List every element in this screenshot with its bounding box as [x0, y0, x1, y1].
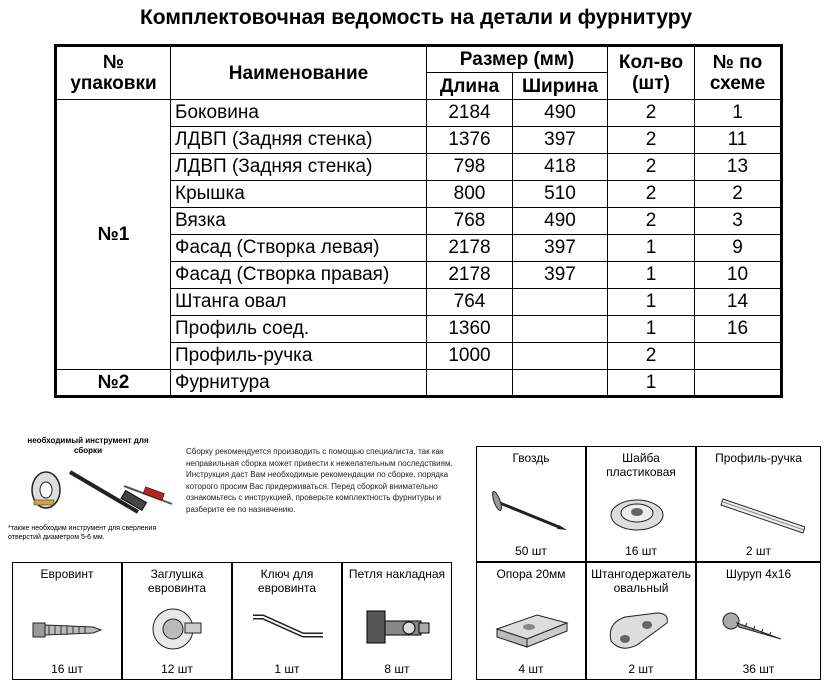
page-title: Комплектовочная ведомость на детали и фурнитуру: [139, 6, 693, 29]
part-scheme-no: [695, 343, 782, 370]
part-width: 418: [513, 154, 608, 181]
part-length: 1000: [427, 343, 513, 370]
hardware-qty: 16 шт: [625, 544, 657, 558]
part-width: 397: [513, 127, 608, 154]
header-package-no: № упаковки: [56, 46, 171, 100]
hardware-qty: 16 шт: [51, 662, 83, 676]
part-scheme-no: 14: [695, 289, 782, 316]
screw-cap-icon: [133, 601, 223, 655]
part-qty: 1: [608, 262, 695, 289]
header-qty: Кол-во (шт): [608, 46, 695, 100]
hardware-qty: 4 шт: [518, 662, 544, 676]
hinge-icon: [353, 601, 443, 655]
part-width: 490: [513, 100, 608, 127]
hardware-name: Ключ для евровинта: [257, 567, 317, 595]
part-width: 510: [513, 181, 608, 208]
part-qty: 2: [608, 181, 695, 208]
hardware-name: Евровинт: [40, 567, 94, 581]
part-qty: 1: [608, 370, 695, 397]
part-name: Фурнитура: [171, 370, 427, 397]
part-length: 2178: [427, 262, 513, 289]
part-width: [513, 370, 608, 397]
hardware-item: [122, 562, 232, 680]
hardware-item: [586, 446, 696, 562]
hardware-name: Шуруп 4х16: [725, 567, 792, 581]
part-qty: 2: [608, 208, 695, 235]
part-name: Фасад (Створка левая): [171, 235, 427, 262]
hardware-name: Профиль-ручка: [715, 451, 802, 465]
euroscrew-icon: [23, 601, 113, 655]
part-name: Штанга овал: [171, 289, 427, 316]
hardware-item: [342, 562, 452, 680]
part-width: 397: [513, 235, 608, 262]
tools-note: *также необходим инструмент для сверления отверстий диаметром 5-6 мм.: [8, 525, 157, 541]
part-name: ЛДВП (Задняя стенка): [171, 154, 427, 181]
header-scheme-no: № по схеме: [695, 46, 782, 100]
part-width: [513, 343, 608, 370]
part-length: 1360: [427, 316, 513, 343]
hardware-qty: 50 шт: [515, 544, 547, 558]
hardware-name: Шайба пластиковая: [606, 451, 676, 479]
hardware-name: Гвоздь: [512, 451, 550, 465]
assembly-advice: Сборку рекомендуется производить с помощью специалиста, так как неправильная сборка может привести к нежелательным последствиям. Инструкция даст Вам необходимые рекомендации по сборке, порядка которого просим Вас придерживаться. Перед сборкой внимательно ознакомьтесь с инструкцией, проверьте комплектность фурнитуры и разберите ее по назначению.: [186, 447, 453, 514]
plastic-washer-icon: [597, 487, 687, 541]
part-name: Профиль-ручка: [171, 343, 427, 370]
part-name: Профиль соед.: [171, 316, 427, 343]
part-scheme-no: 11: [695, 127, 782, 154]
hardware-qty: 2 шт: [745, 544, 772, 558]
hardware-qty: 8 шт: [384, 662, 410, 676]
part-scheme-no: [695, 370, 782, 397]
part-length: 2184: [427, 100, 513, 127]
hardware-name: Штангодержатель овальный: [591, 567, 691, 595]
required-tools: [8, 436, 178, 546]
part-scheme-no: 10: [695, 262, 782, 289]
hardware-qty: 2 шт: [628, 662, 654, 676]
hardware-item: [696, 446, 821, 562]
part-length: 764: [427, 289, 513, 316]
part-scheme-no: 13: [695, 154, 782, 181]
hardware-item: [696, 562, 821, 680]
package-number: №2: [56, 370, 171, 397]
hex-key-icon: [243, 601, 333, 655]
part-name: Крышка: [171, 181, 427, 208]
part-width: [513, 316, 608, 343]
header-name: Наименование: [171, 46, 427, 100]
part-qty: 2: [608, 100, 695, 127]
hardware-qty: 36 шт: [742, 662, 775, 676]
part-qty: 1: [608, 316, 695, 343]
support-pad-icon: [487, 601, 577, 655]
nail-icon: [487, 487, 577, 541]
table-row: [56, 370, 782, 397]
header-width: Ширина: [513, 73, 608, 100]
part-scheme-no: 1: [695, 100, 782, 127]
part-width: 490: [513, 208, 608, 235]
part-width: 397: [513, 262, 608, 289]
hardware-name: Опора 20мм: [496, 567, 566, 581]
part-length: 800: [427, 181, 513, 208]
part-qty: 1: [608, 235, 695, 262]
part-name: Боковина: [171, 100, 427, 127]
hardware-item: [12, 562, 122, 680]
part-scheme-no: 9: [695, 235, 782, 262]
handle-profile-icon: [715, 487, 805, 541]
wood-screw-icon: [715, 601, 805, 655]
part-qty: 1: [608, 289, 695, 316]
tools-caption: необходимый инструмент для сборки: [27, 436, 149, 455]
part-scheme-no: 3: [695, 208, 782, 235]
hardware-item: [476, 562, 586, 680]
part-name: ЛДВП (Задняя стенка): [171, 127, 427, 154]
part-scheme-no: 2: [695, 181, 782, 208]
tools-illustration-icon: [26, 458, 186, 528]
part-scheme-no: 16: [695, 316, 782, 343]
part-qty: 2: [608, 343, 695, 370]
part-name: Вязка: [171, 208, 427, 235]
part-length: 768: [427, 208, 513, 235]
part-length: [427, 370, 513, 397]
hardware-item: [586, 562, 696, 680]
parts-table: [54, 44, 783, 398]
part-length: 798: [427, 154, 513, 181]
hardware-name: Петля накладная: [348, 567, 446, 581]
hardware-qty: 1 шт: [274, 662, 300, 676]
part-name: Фасад (Створка правая): [171, 262, 427, 289]
header-size: Размер (мм): [427, 46, 608, 73]
table-row: [56, 100, 782, 127]
hardware-item: [232, 562, 342, 680]
part-length: 1376: [427, 127, 513, 154]
part-qty: 2: [608, 154, 695, 181]
header-length: Длина: [427, 73, 513, 100]
part-length: 2178: [427, 235, 513, 262]
hardware-qty: 12 шт: [161, 662, 193, 676]
hardware-item: [476, 446, 586, 562]
hardware-name: Заглушка евровинта: [147, 567, 207, 595]
package-number: №1: [56, 100, 171, 370]
part-width: [513, 289, 608, 316]
table-header-row: [56, 46, 782, 73]
rod-holder-icon: [597, 601, 687, 655]
part-qty: 2: [608, 127, 695, 154]
